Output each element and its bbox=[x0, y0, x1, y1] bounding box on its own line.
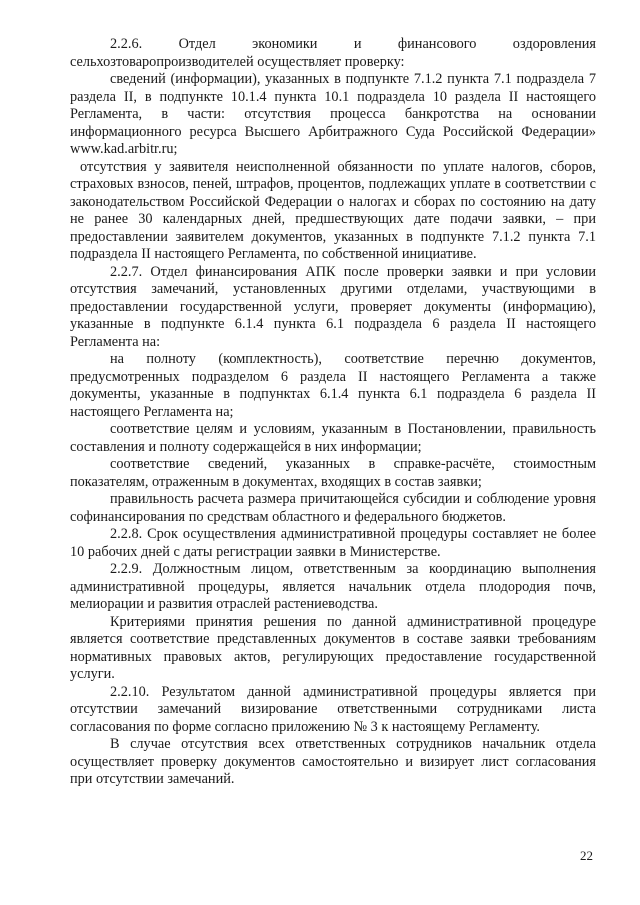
paragraph-2-2-8: 2.2.8. Срок осуществления административной процедуры составляет не более 10 рабочих дней с даты регистрации заявки в Министерстве. bbox=[70, 526, 596, 560]
page-number: 22 bbox=[580, 848, 593, 863]
paragraph-criteria: Критериями принятия решения по данной административной процедуре является соответствие представленных документов в составе заявки требованиям нормативных правовых актов, регулирующих предоставление государственной услуги. bbox=[70, 613, 596, 682]
paragraph-2-2-9: 2.2.9. Должностным лицом, ответственным за координацию выполнения административной процедуры, является начальник отдела плодородия почв, мелиорации и развития отраслей растениеводства. bbox=[70, 561, 596, 612]
paragraph-subsidy-check: правильность расчета размера причитающейся субсидии и соблюдение уровня софинансирования по средствам областного и федерального бюджетов. bbox=[70, 491, 596, 525]
paragraph-2-2-6: 2.2.6. Отдел экономики и финансового оздоровления сельхозтоваропроизводителей осуществляет проверку: bbox=[70, 36, 596, 70]
paragraph-conformity: соответствие целям и условиям, указанным в Постановлении, правильность составления и полноту содержащейся в них информации; bbox=[70, 421, 596, 455]
document-page bbox=[70, 36, 596, 789]
paragraph-completeness: на полноту (комплектность), соответствие перечню документов, предусмотренных подразделом 6 раздела II настоящего Регламента а также документы, указанные в подпунктах 6.1.4 пункта 6.1 подраздела 6 раздела II настоящего Регламента на; bbox=[70, 351, 596, 420]
paragraph-arbitr-check: сведений (информации), указанных в подпункте 7.1.2 пункта 7.1 подраздела 7 раздела II, в подпункте 10.1.4 пункта 10.1 подраздела 10 раздела II настоящего Регламента, в части: отсутствия процесса банкротства на основании информационного ресурса Высшего Арбитражного Суда Российской Федерации» www.kad.arbitr.ru; bbox=[70, 71, 596, 157]
paragraph-absence-case: В случае отсутствия всех ответственных сотрудников начальник отдела осуществляет проверку документов самостоятельно и визирует лист согласования при отсутствии замечаний. bbox=[70, 736, 596, 787]
paragraph-2-2-7: 2.2.7. Отдел финансирования АПК после проверки заявки и при условии отсутствия замечаний, установленных другими отделами, участвующими в предоставлении государственной услуги, проверяет документы (информацию), указанные в подпункте 6.1.4 пункта 6.1 подраздела 6 раздела II настоящего Регламента на: bbox=[70, 263, 596, 350]
paragraph-tax-check: отсутствия у заявителя неисполненной обязанности по уплате налогов, сборов, страховых взносов, пеней, штрафов, процентов, подлежащих уплате в соответствии с законодательством Российской Федерации о налогах и сборах по состоянию на дату не ранее 30 календарных дней, предшествующих дате подачи заявки, – при предоставлении заявителем документов, указанных в подпункте 7.1.2 пункта 7.1 подраздела II настоящего Регламента, по собственной инициативе. bbox=[70, 158, 596, 262]
paragraph-calculation-check: соответствие сведений, указанных в справке-расчёте, стоимостным показателям, отраженным в документах, входящих в состав заявки; bbox=[70, 456, 596, 490]
paragraph-2-2-10: 2.2.10. Результатом данной административной процедуры является при отсутствии замечаний визирование ответственными сотрудниками листа согласования по форме согласно приложению № 3 к настоящему Регламенту. bbox=[70, 683, 596, 735]
